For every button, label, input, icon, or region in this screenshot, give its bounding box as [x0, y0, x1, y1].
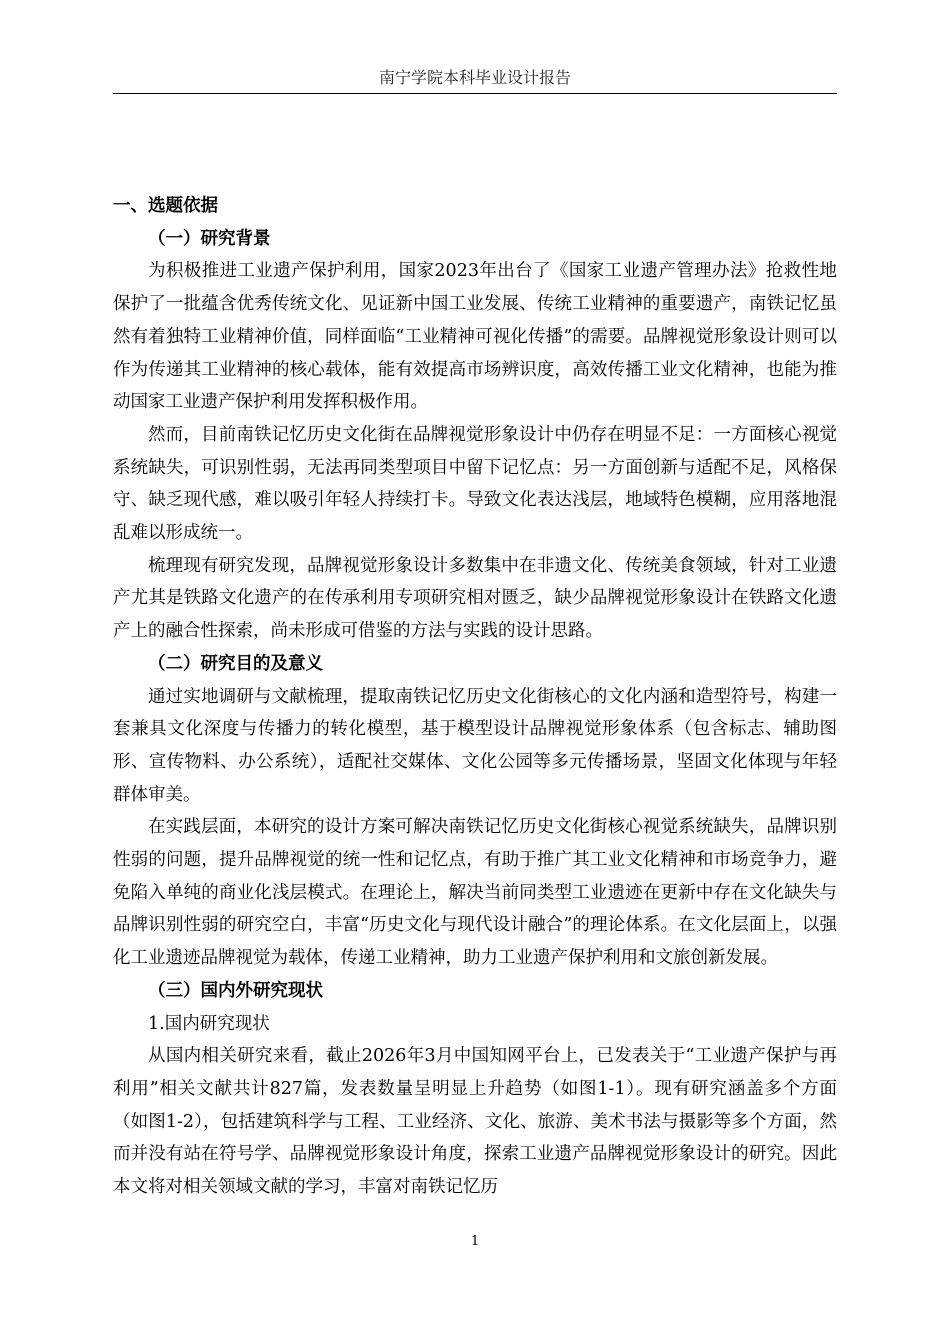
paragraph: 梳理现有研究发现，品牌视觉形象设计多数集中在非遗文化、传统美食领域，针对工业遗产尤其是铁路文化遗产的在传承利用专项研究相对匮乏，缺少品牌视觉形象设计在铁路文化遗产上的融合性探索，尚未形成可借鉴的方法与实践的设计思路。 — [113, 555, 837, 642]
page-number: 1 — [470, 1234, 480, 1249]
section-heading: 一、选题依据 — [113, 196, 218, 216]
subsection-heading-background: （一）研究背景 — [148, 228, 271, 249]
paragraph: 从国内相关研究来看，截止2026年3月中国知网平台上，已发表关于“工业遗产保护与再利用”相关文献共计827篇，发表数量呈明显上升趋势（如图1-1）。现有研究涵盖多个方面（如图1-2），包括建筑科学与工程、工业经济、文化、旅游、美术书法与摄影等多个方面，然而并没有站在符号学、品牌视觉形象设计角度，探索工业遗产品牌视觉形象设计的研究。因此本文将对相关领域文献的学习，丰富对南铁记忆历 — [113, 1046, 837, 1198]
paragraph: 然而，目前南铁记忆历史文化街在品牌视觉形象设计中仍存在明显不足：一方面核心视觉系统缺失，可识别性弱，无法再同类型项目中留下记忆点：另一方面创新与适配不足，风格保守、缺乏现代感，难以吸引年轻人持续打卡。导致文化表达浅层，地域特色模糊，应用落地混乱难以形成统一。 — [113, 424, 837, 544]
paragraph: 在实践层面，本研究的设计方案可解决南铁记忆历史文化街核心视觉系统缺失，品牌识别性弱的问题，提升品牌视觉的统一性和记忆点，有助于推广其工业文化精神和市场竞争力，避免陷入单纯的商业化浅层模式。在理论上，解决当前同类型工业遗迹在更新中存在文化缺失与品牌识别性弱的研究空白，丰富“历史文化与现代设计融合”的理论体系。在文化层面上，以强化工业遗迹品牌视觉为载体，传递工业精神，助力工业遗产保护利用和文旅创新发展。 — [113, 817, 837, 969]
paragraph: 为积极推进工业遗产保护利用，国家2023年出台了《国家工业遗产管理办法》抢救性地保护了一批蕴含优秀传统文化、见证新中国工业发展、传统工业精神的重要遗产，南铁记忆虽然有着独特工业精神价值，同样面临“工业精神可视化传播”的需要。品牌视觉形象设计则可以作为传递其工业精神的核心载体，能有效提高市场辨识度，高效传播工业文化精神，也能为推动国家工业遗产保护利用发挥积极作用。 — [113, 261, 837, 413]
subsection-heading-research-status: （三）国内外研究现状 — [148, 980, 323, 1001]
subsection-heading-purpose: （二）研究目的及意义 — [148, 653, 323, 674]
paragraph: 通过实地调研与文献梳理，提取南铁记忆历史文化街核心的文化内涵和造型符号，构建一套兼具文化深度与传播力的转化模型，基于模型设计品牌视觉形象体系（包含标志、辅助图形、宣传物料、办公系统），适配社交媒体、文化公园等多元传播场景，坚固文化体现与年轻群体审美。 — [113, 686, 837, 805]
item-heading-domestic: 1.国内研究现状 — [148, 1013, 270, 1034]
document-body — [113, 190, 837, 1204]
running-header: 南宁学院本科毕业设计报告 — [378, 68, 571, 87]
header-rule — [113, 93, 837, 94]
